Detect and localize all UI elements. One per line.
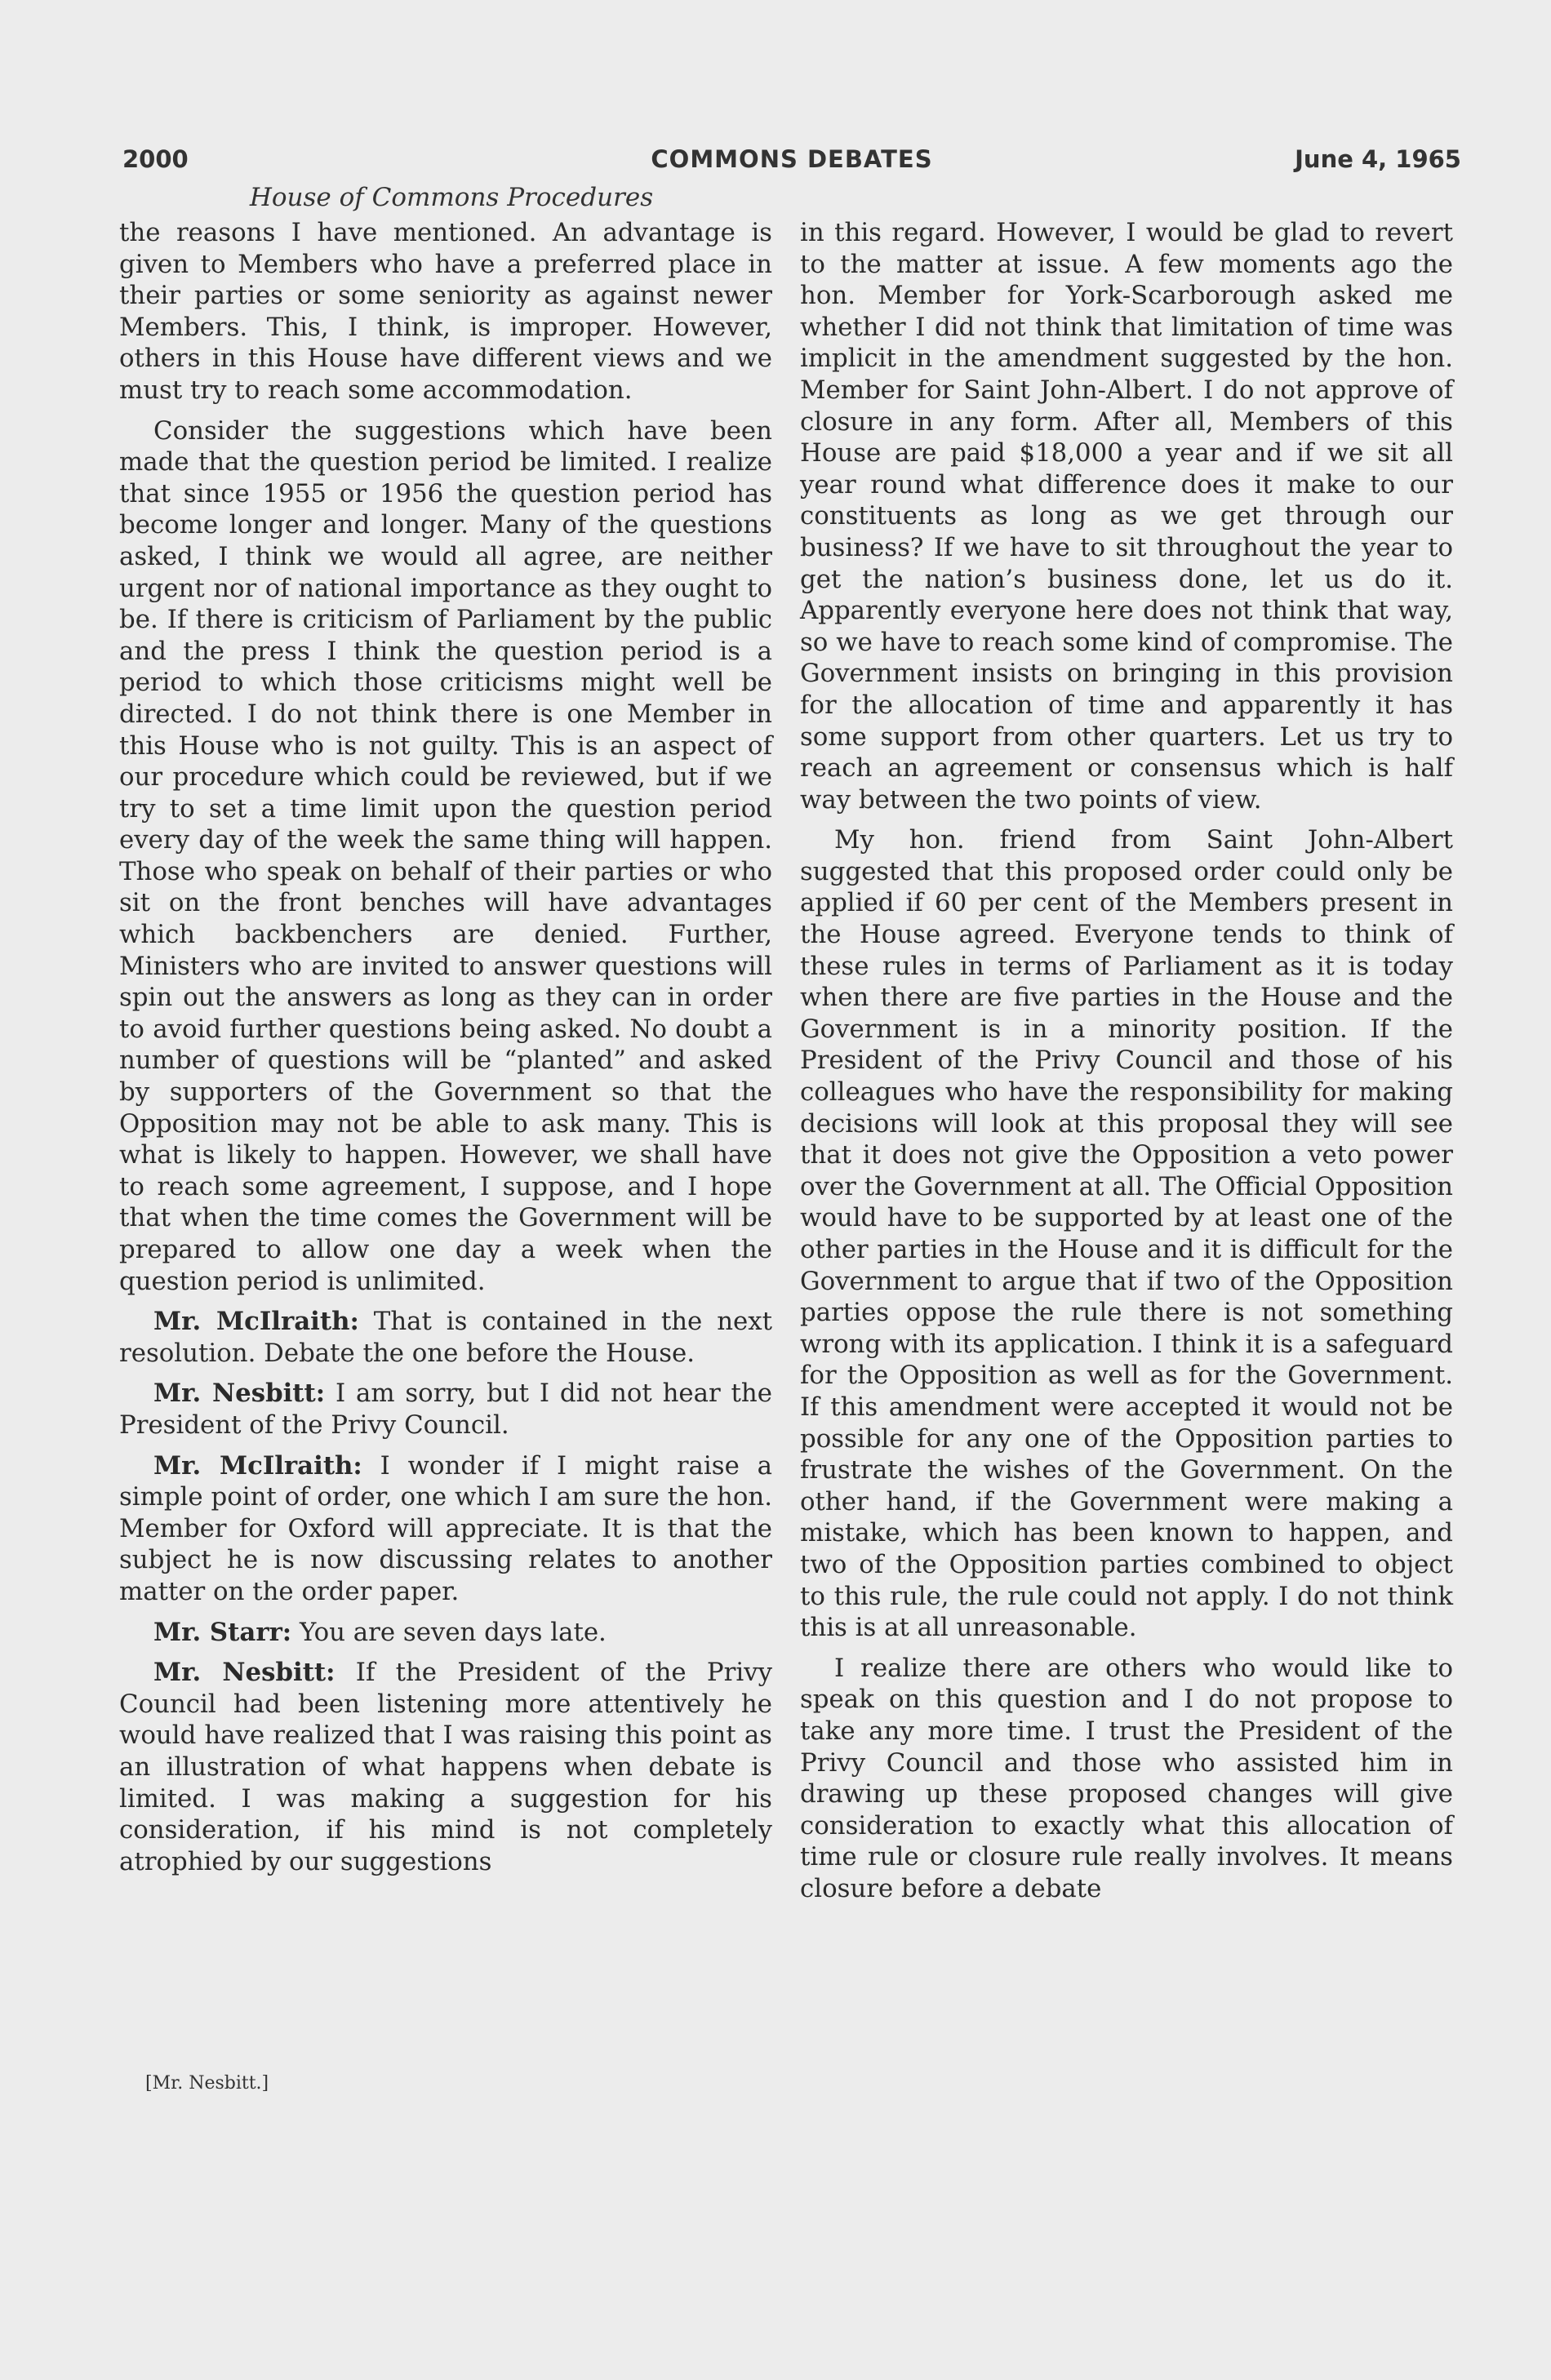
speaker-name: Mr. McIlraith:	[153, 1450, 362, 1481]
speaker-name: Mr. McIlraith:	[153, 1307, 359, 1337]
speech-text: I am sorry, but I did not hear the President of the Privy Council.	[119, 1379, 772, 1440]
publication-title: COMMONS DEBATES	[651, 145, 933, 173]
speech	[119, 1450, 772, 1608]
speech	[119, 1306, 772, 1369]
speaker-name: Mr. Nesbitt:	[153, 1379, 326, 1409]
paragraph: Consider the suggestions which have been made that the question period be limited. I realize that since 1955 or 1956 the question period has become longer and longer. Many of the questions asked, I think we would all agree, are neither urgent nor of national importance as they ought to be. If there is criticism of Parliament by the public and the press I think the question period is a period to which those criticisms might well be directed. I do not think there is one Member in this House who is not guilty. This is an aspect of our procedure which could be reviewed, but if we try to set a time limit upon the question period every day of the week the same thing will happen. Those who speak on behalf of their parties or who sit on the front benches will have advantages which backbenchers are denied. Further, Ministers who are invited to answer questions will spin out the answers as long as they can in order to avoid further questions being asked. No doubt a number of questions will be “planted” and asked by supporters of the Government so that the Opposition may not be able to ask many. This is what is likely to happen. However, we shall have to reach some agreement, I suppose, and I hope that when the time comes the Government will be prepared to allow one day a week when the question period is unlimited.	[119, 415, 772, 1296]
paragraph: My hon. friend from Saint John-Albert suggested that this proposed order could only be applied if 60 per cent of the Members present in the House agreed. Everyone tends to think of these rules in terms of Parliament as it is today when there are five parties in the House and the Government is in a minority position. If the President of the Privy Council and those of his colleagues who have the responsibility for making decisions will look at this proposal they will see that it does not give the Opposition a veto power over the Government at all. The Official Opposition would have to be supported by at least one of the other parties in the House and it is difficult for the Government to argue that if two of the Opposition parties oppose the rule there is not something wrong with its application. I think it is a safeguard for the Opposition as well as for the Government. If this amendment were accepted it would not be possible for any one of the Opposition parties to frustrate the wishes of the Government. On the other hand, if the Government were making a mistake, which has been known to happen, and two of the Opposition parties combined to object to this rule, the rule could not apply. I do not think this is at all unreasonable.	[800, 825, 1453, 1643]
speech-text: You are seven days late.	[291, 1617, 607, 1647]
speech-text: That is contained in the next resolution. Debate the one before the House.	[119, 1307, 772, 1368]
page-header	[122, 145, 1461, 181]
paragraph: I realize there are others who would like to speak on this question and I do not propose to take any more time. I trust the President of the Privy Council and those who assisted him in drawing up these proposed changes will give consideration to exactly what this allocation of time rule or closure rule really involves. It means closure before a debate	[800, 1653, 1453, 1903]
speech-text: I wonder if I might raise a simple point of order, one which I am sure the hon. Member for Oxford will appreciate. It is that the subject he is now discussing relates to another matter on the order paper.	[119, 1450, 772, 1606]
speech-text: If the President of the Privy Council had been listening more attentively he would have realized that I was raising this point as an illustration of what happens when debate is limited. I was making a suggestion for his consideration, if his mind is not completely atrophied by our suggestions	[119, 1658, 772, 1876]
page-number: 2000	[122, 145, 189, 173]
speech	[119, 1378, 772, 1441]
paragraph: the reasons I have mentioned. An advantage is given to Members who have a preferred place in their parties or some seniority as against newer Members. This, I think, is improper. However, others in this House have different views and we must try to reach some accommodation.	[119, 218, 772, 405]
left-column	[119, 217, 772, 1886]
right-column	[800, 217, 1453, 1913]
speech	[119, 1617, 772, 1649]
speech	[119, 1657, 772, 1877]
speaker-name: Mr. Nesbitt:	[153, 1658, 336, 1688]
publication-date: June 4, 1965	[1295, 145, 1461, 173]
section-subheading: House of Commons Procedures	[249, 183, 654, 212]
speaker-name: Mr. Starr:	[153, 1617, 292, 1647]
speaker-footnote: [Mr. Nesbitt.]	[145, 2073, 269, 2094]
paragraph: in this regard. However, I would be glad to revert to the matter at issue. A few moments ago the hon. Member for York-Scarborough asked me whether I did not think that limitation of time was implicit in the amendment suggested by the hon. Member for Saint John-Albert. I do not approve of closure in any form. After all, Members of this House are paid $18,000 a year and if we sit all year round what difference does it make to our constituents as long as we get through our business? If we have to sit throughout the year to get the nation’s business done, let us do it. Apparently everyone here does not think that way, so we have to reach some kind of compromise. The Government insists on bringing in this provision for the allocation of time and apparently it has some support from other quarters. Let us try to reach an agreement or consensus which is half way between the two points of view.	[800, 218, 1453, 815]
